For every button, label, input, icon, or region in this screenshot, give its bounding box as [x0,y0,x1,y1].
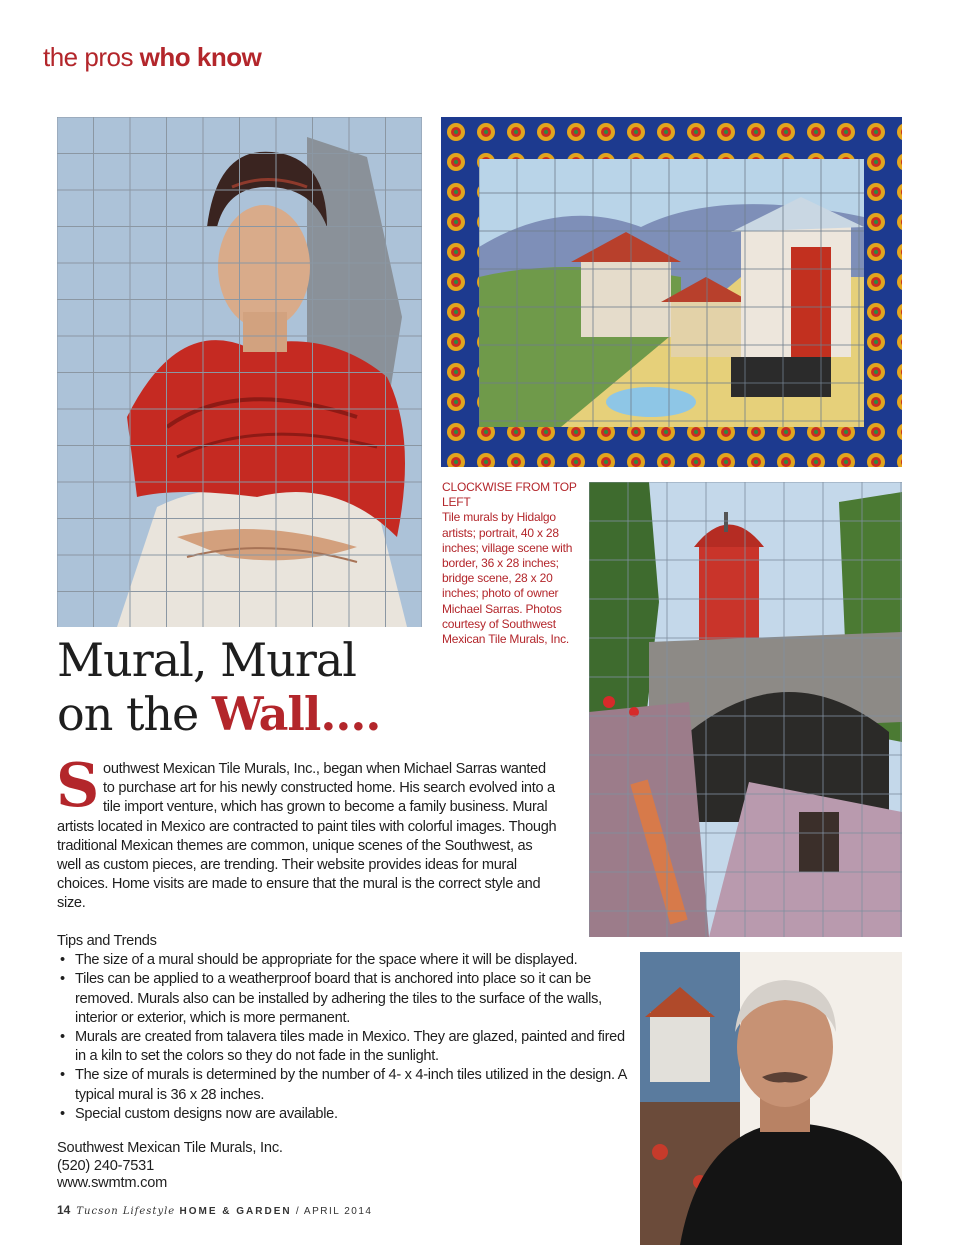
magazine-name: Tucson Lifestyle [76,1206,176,1217]
article-title [57,633,380,741]
caption-heading: CLOCKWISE FROM TOP LEFT [442,480,577,510]
list-item: • The size of murals is determined by the number of 4- x 4-inch tiles utilized in the design. A typical mural is 36 x 28 inches. [75,1066,627,1104]
tips-section [57,932,627,1124]
list-item: • Special custom designs now are available. [75,1105,627,1124]
article-body [56,751,557,914]
title-line-1: Mural, Mural [57,633,356,687]
section-label-light: the pros [43,42,140,72]
drop-cap: S [56,751,100,821]
section-label [43,42,261,73]
title-accent: Wall…. [211,687,381,741]
title-line-2 [57,687,380,741]
article-paragraph: outhwest Mexican Tile Murals, Inc., began when Michael Sarras wanted to purchase art for his newly constructed home. His search evolved into a tile import venture, which has grown to become a family business. Mural artists located in Mexico are contracted to paint tiles with colorful images. Though traditional Mexican themes are common, unique scenes of the Southwest, as well as custom pieces, are trending. Their website provides ideas for mural choices. Home visits are made to ensure that the mural is the correct style and size. [57,761,557,912]
list-item: • Tiles can be applied to a weatherproof board that is anchored into place so it can be removed. Murals also can be installed by adhering the tiles to the surface of the walls, interior or exterior, which is more permanent. [75,970,627,1028]
tips-list [57,951,627,1124]
issue-date: APRIL 2014 [303,1206,373,1217]
caption-body: Tile murals by Hidalgo artists; portrait, 40 x 28 inches; village scene with border, 36 x 28 inches; bridge scene, 28 x 20 inches; photo of owner Michael Sarras. Photos courtesy of Southwest Mexican Tile Murals, Inc. [442,510,573,647]
portrait-mural-photo [57,117,422,627]
footer-separator: / [291,1206,304,1217]
page-footer [57,1203,372,1217]
magazine-edition: HOME & GARDEN [179,1206,292,1217]
phone-number: (520) 240-7531 [57,1157,154,1174]
company-name: Southwest Mexican Tile Murals, Inc. [57,1140,283,1156]
bridge-mural-photo [589,482,902,937]
page-number: 14 [57,1203,71,1217]
list-item: • Murals are created from talavera tiles made in Mexico. They are glazed, painted and fired in a kiln to set the colors so they do not fade in the sunlight. [75,1028,627,1066]
photo-caption [442,480,582,647]
owner-photo [640,952,902,1245]
list-item: • The size of a mural should be appropriate for the space where it will be displayed. [75,951,627,970]
title-line-2-plain: on the [57,687,212,741]
tips-heading: Tips and Trends [57,933,157,949]
contact-block [57,1140,283,1193]
website-link[interactable]: www.swmtm.com [57,1175,168,1191]
village-mural-photo [441,117,902,467]
section-label-bold: who know [139,42,262,72]
